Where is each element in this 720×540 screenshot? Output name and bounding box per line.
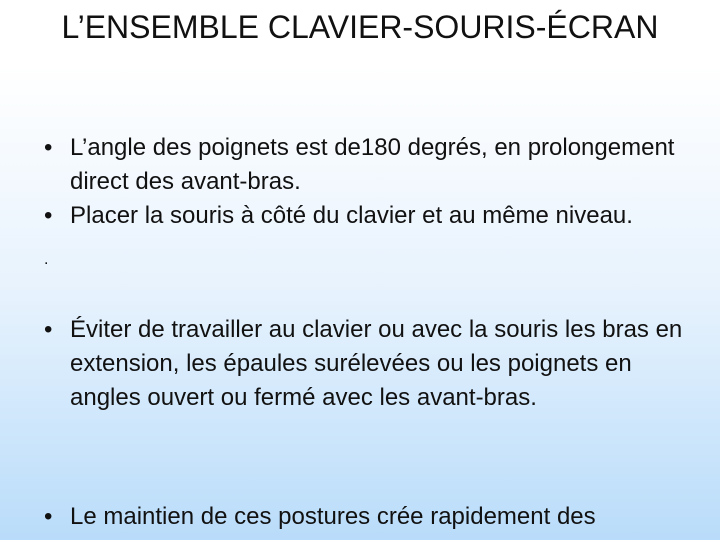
bullet-icon: •	[44, 202, 53, 229]
bullet-item	[44, 131, 706, 199]
bullet-text: L’angle des poignets est de180 degrés, en prolongement direct des avant-bras.	[70, 134, 675, 195]
bullet-icon: •	[44, 503, 53, 530]
bullet-icon: •	[44, 134, 53, 161]
stray-dot: .	[44, 251, 49, 268]
bullet-text: Éviter de travailler au clavier ou avec la souris les bras en extension, les épaules surélevées ou les poignets en angles ouvert ou fermé avec les avant-bras.	[70, 316, 683, 411]
bullet-item	[44, 199, 706, 233]
bullet-text: Le maintien de ces postures crée rapidement des	[70, 503, 596, 530]
bullet-text: Placer la souris à côté du clavier et au même niveau.	[70, 202, 633, 229]
bullet-icon: •	[44, 316, 53, 343]
bullet-item	[44, 313, 706, 415]
slide-title: L’ENSEMBLE CLAVIER-SOURIS-ÉCRAN	[61, 9, 659, 45]
bullet-item	[44, 500, 706, 534]
